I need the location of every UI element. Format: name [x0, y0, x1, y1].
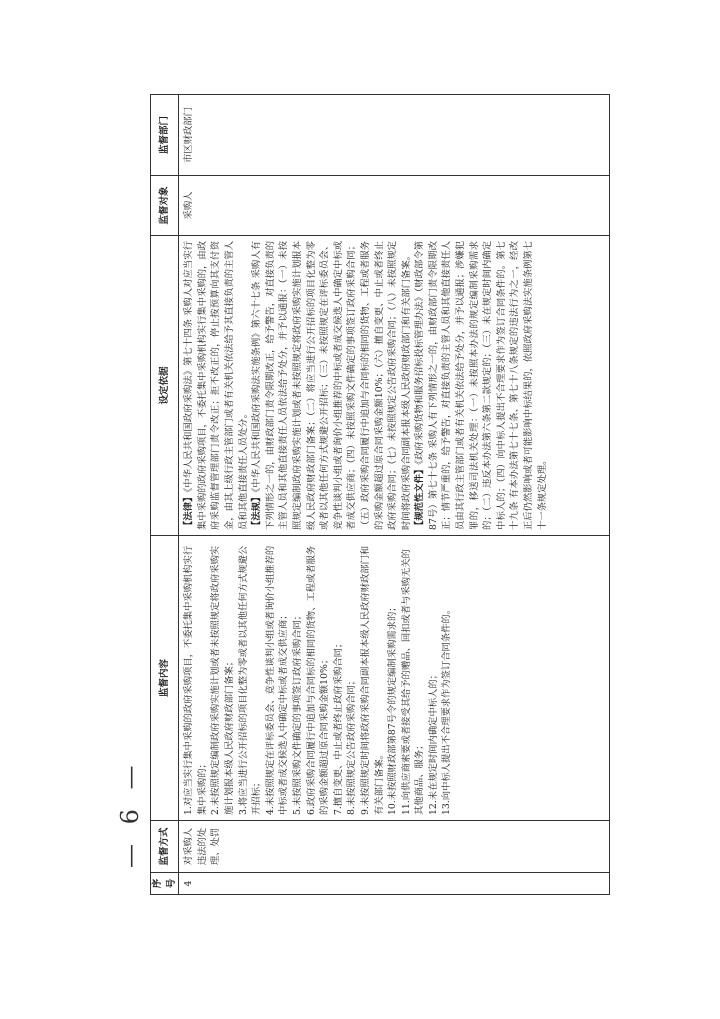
basis-mark: 【规范性文件】 [414, 464, 426, 530]
header-method: 监督方式 [151, 821, 179, 873]
content-item: 13.向中标人提出不合理要求作为签订合同条件的。 [441, 604, 453, 815]
content-item: 1.对应当实行集中采购的政府采购项目，不委托集中采购机构实行集中采购的； [183, 545, 208, 815]
content-item: 10.未按照财政部第87号令的规定编制采购需求的； [387, 602, 399, 815]
content-item: 3.将应当进行公开招标的项目化整为零或者以其他任何方式规避公开招标； [237, 545, 263, 815]
cell-dept [179, 95, 610, 176]
basis-paragraph [250, 241, 413, 530]
table-row [179, 95, 610, 895]
content-item: 9.未按照规定时间将政府采购合同副本报本级人民政府财政部门和有关部门备案。 [359, 545, 385, 815]
content-item: 11.向供应商索要或者接受其给予的赠品、回扣或者与采购无关的其他商品、服务； [400, 549, 426, 815]
basis-mark: 【法规】 [251, 492, 263, 530]
header-dept: 监督部门 [151, 95, 179, 176]
basis-paragraph [413, 241, 549, 530]
content-item: 12.未在规定时间内确定中标人的； [427, 670, 439, 815]
content-item: 5.未按照采购文件确定的事项签订政府采购合同； [291, 610, 303, 815]
content-item: 6.政府采购合同履行中追加与合同标的相同的货物、工程或者服务的采购金额超过原合同采购金额10%； [305, 545, 331, 815]
rotated-table-wrapper [150, 95, 610, 895]
content-item: 4.未按照规定在评标委员会、竞争性谈判小组或者询价小组推荐的中标或者成交候选人中确定中标或者成交供应商； [264, 545, 290, 815]
page-number: — 6 — [116, 759, 144, 868]
header-basis: 设定依据 [151, 236, 179, 536]
supervision-table [150, 94, 610, 895]
content-item: 7.擅自变更、中止或者终止政府采购合同； [332, 638, 344, 815]
cell-method: 对采购人违法的处理、处罚 [179, 821, 610, 873]
basis-text: 《中华人民共和国政府采购法实施条例》第六十七条 采购人有下列情形之一的，由财政部门责令限期改正，给予警告，对直接负责的主管人员和其他直接责任人员依法给予处分，并予以通报：（一）未按照规定编制政府采购实施计划或者未按照规定将政府采购实施计划报本级人民政府财政部门备案；（二）将应当进行公开招标的项目化整为零或者以其他任何方式规避公开招标；（三）未按照规定在评标委员会、竞争性谈判小组或者询价小组推荐的中标或者成交候选人中确定中标或者成交供应商；（四）未按照采购文件确定的事项签订政府采购合同；（五）政府采购合同履行中追加与合同标的相同的货物、工程或者服务的采购金额超过原合同采购金额10%；（六）擅自变更、中止或者终止政府采购合同；（七）未按照规定公告政府采购合同；（八）未按照规定时间将政府采购合同副本报本级人民政府财政部门和有关部门备案。 [251, 241, 412, 530]
content-item: 2.未按照规定编制政府采购实施计划或者未按照规定将政府采购实施计划报本级人民政府财政部门备案； [210, 545, 235, 815]
basis-text: 《政府采购货物和服务招标投标管理办法》（财政部令第87号）第七十七条 采购人有下列情形之一的，由财政部门责令限期改正；情节严重的，给予警告，对直接负责的主管人员和其他直接责任人员由其行政主管部门或者有关机关依法给予处分，并予以通报；涉嫌犯罪的，移送司法机关处理：（一）未按照本办法的规定编制采购需求的；（二）违反本办法第六条第二款规定的；（三）未在规定时间内确定中标人的；（四）向中标人提出不合理要求作为签订合同条件的。第七十九条 有本办法第七十七条、第七十八条规定的违法行为之一，经改正后仍然影响或者可能影响中标结果的，依照政府采购法实施条例第七十一条规定处理。 [414, 241, 548, 530]
cell-no: 4 [179, 873, 610, 895]
header-object: 监督对象 [151, 176, 179, 236]
basis-mark: 【法律】 [183, 492, 195, 530]
dept-text: 市区财政部门 [183, 107, 195, 163]
header-no: 序号 [151, 873, 179, 895]
header-content: 监督内容 [151, 536, 179, 821]
basis-paragraph [182, 241, 250, 530]
basis-text: 《中华人民共和国政府采购法》第七十四条 采购人对应当实行集中采购的政府采购项目，不委托集中采购机构实行集中采购的，由政府采购监督管理部门责令改正；拒不改正的，停止按预算向其支付资金，由其上级行政主管部门或者有关机关依法给予其直接负责的主管人员和其他直接责任人员处分。 [183, 241, 249, 530]
table-header-row [151, 95, 179, 895]
content-item: 8.未按照规定公告政府采购合同； [346, 675, 358, 815]
cell-content [179, 536, 610, 821]
cell-object: 采购人 [179, 176, 610, 236]
cell-basis [179, 236, 610, 536]
